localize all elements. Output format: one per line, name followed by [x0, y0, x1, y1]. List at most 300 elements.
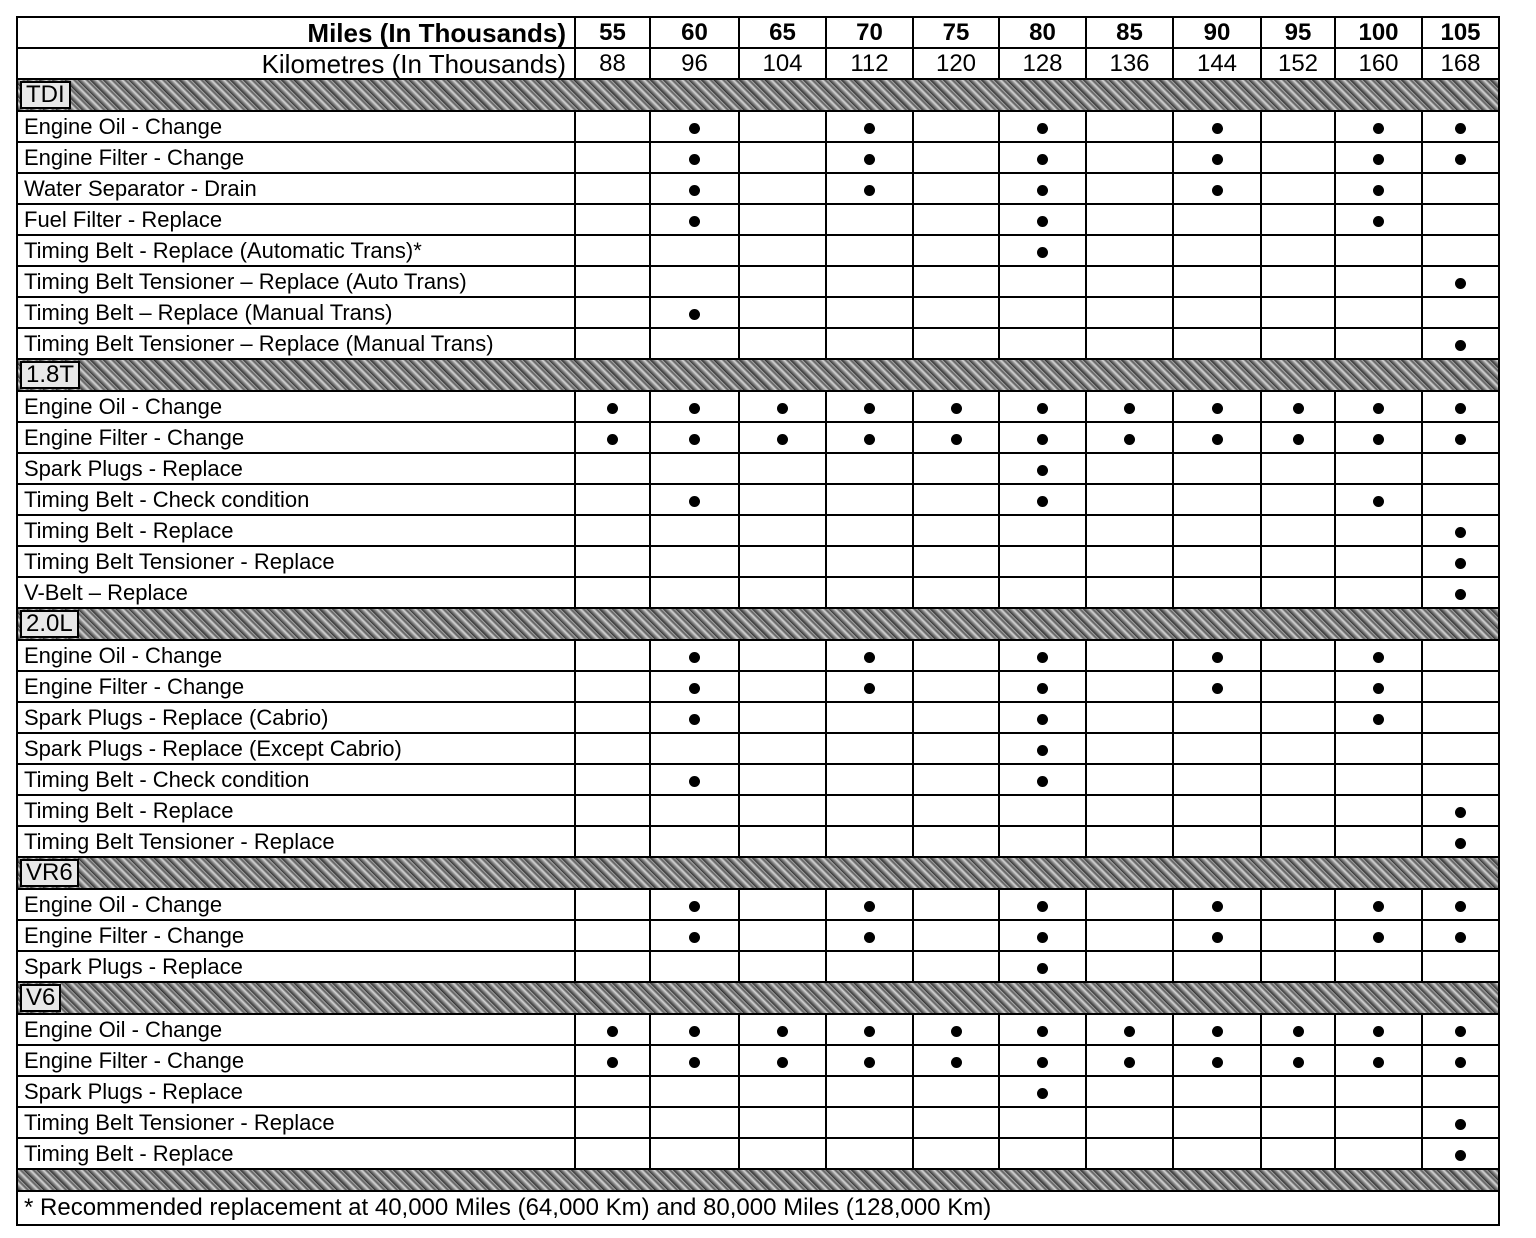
- schedule-cell: [1173, 328, 1261, 359]
- schedule-cell: [1335, 142, 1422, 173]
- km-value: 88: [575, 48, 650, 79]
- schedule-cell: [1422, 702, 1499, 733]
- service-due-dot-icon: [1373, 403, 1384, 414]
- schedule-cell: [575, 142, 650, 173]
- service-due-dot-icon: [1293, 1026, 1304, 1037]
- service-due-dot-icon: [1455, 1057, 1466, 1068]
- service-due-dot-icon: [1212, 932, 1223, 943]
- miles-value: 55: [575, 17, 650, 48]
- footnote-row: [17, 1191, 1499, 1225]
- service-due-dot-icon: [777, 403, 788, 414]
- service-due-dot-icon: [689, 496, 700, 507]
- table-row: [17, 764, 1499, 795]
- schedule-cell: [739, 795, 826, 826]
- table-row: [17, 422, 1499, 453]
- schedule-cell: [739, 1107, 826, 1138]
- service-due-dot-icon: [1037, 123, 1048, 134]
- schedule-cell: [650, 1076, 739, 1107]
- schedule-cell: [650, 889, 739, 920]
- schedule-cell: [1335, 951, 1422, 982]
- service-due-dot-icon: [689, 434, 700, 445]
- service-due-dot-icon: [1037, 745, 1048, 756]
- miles-header-row: [17, 17, 1499, 48]
- service-due-dot-icon: [1037, 403, 1048, 414]
- schedule-cell: [1261, 702, 1335, 733]
- schedule-cell: [575, 889, 650, 920]
- schedule-cell: [999, 702, 1086, 733]
- schedule-cell: [826, 266, 913, 297]
- schedule-cell: [575, 391, 650, 422]
- schedule-cell: [1086, 795, 1173, 826]
- schedule-cell: [826, 1014, 913, 1045]
- schedule-cell: [1173, 795, 1261, 826]
- service-due-dot-icon: [1373, 154, 1384, 165]
- service-due-dot-icon: [689, 403, 700, 414]
- service-due-dot-icon: [689, 652, 700, 663]
- section-header-cell: [17, 79, 1499, 111]
- schedule-cell: [575, 422, 650, 453]
- table-row: [17, 1014, 1499, 1045]
- schedule-cell: [1173, 235, 1261, 266]
- service-due-dot-icon: [951, 1057, 962, 1068]
- schedule-cell: [1086, 204, 1173, 235]
- schedule-cell: [739, 1014, 826, 1045]
- schedule-cell: [575, 297, 650, 328]
- service-item-label: Engine Filter - Change: [17, 142, 575, 173]
- service-due-dot-icon: [1212, 1057, 1223, 1068]
- km-value: 136: [1086, 48, 1173, 79]
- schedule-cell: [1261, 826, 1335, 857]
- schedule-cell: [575, 204, 650, 235]
- schedule-cell: [999, 111, 1086, 142]
- service-due-dot-icon: [1373, 1026, 1384, 1037]
- schedule-cell: [1086, 577, 1173, 608]
- table-row: [17, 204, 1499, 235]
- section-title: TDI: [20, 81, 71, 109]
- schedule-cell: [650, 484, 739, 515]
- service-due-dot-icon: [1037, 776, 1048, 787]
- service-item-label: Timing Belt - Replace: [17, 795, 575, 826]
- schedule-cell: [650, 235, 739, 266]
- miles-value: 85: [1086, 17, 1173, 48]
- service-due-dot-icon: [689, 901, 700, 912]
- schedule-cell: [826, 546, 913, 577]
- service-item-label: Spark Plugs - Replace: [17, 951, 575, 982]
- schedule-cell: [739, 920, 826, 951]
- schedule-cell: [999, 640, 1086, 671]
- service-due-dot-icon: [1455, 434, 1466, 445]
- schedule-cell: [650, 764, 739, 795]
- service-due-dot-icon: [1293, 434, 1304, 445]
- miles-value: 80: [999, 17, 1086, 48]
- table-row: [17, 733, 1499, 764]
- miles-value: 105: [1422, 17, 1499, 48]
- schedule-cell: [1422, 1076, 1499, 1107]
- schedule-cell: [1335, 1138, 1422, 1169]
- schedule-cell: [1335, 546, 1422, 577]
- service-due-dot-icon: [1373, 216, 1384, 227]
- service-item-label: Timing Belt - Check condition: [17, 484, 575, 515]
- schedule-cell: [913, 173, 999, 204]
- schedule-cell: [1261, 173, 1335, 204]
- service-due-dot-icon: [1373, 1057, 1384, 1068]
- schedule-cell: [826, 1138, 913, 1169]
- schedule-cell: [1261, 1014, 1335, 1045]
- service-due-dot-icon: [1455, 403, 1466, 414]
- service-due-dot-icon: [1373, 901, 1384, 912]
- schedule-cell: [739, 889, 826, 920]
- schedule-cell: [1086, 1076, 1173, 1107]
- schedule-cell: [826, 951, 913, 982]
- schedule-cell: [1086, 920, 1173, 951]
- table-row: [17, 1107, 1499, 1138]
- schedule-cell: [1261, 484, 1335, 515]
- schedule-cell: [1335, 1014, 1422, 1045]
- service-item-label: Spark Plugs - Replace: [17, 1076, 575, 1107]
- schedule-cell: [575, 764, 650, 795]
- schedule-cell: [650, 640, 739, 671]
- service-due-dot-icon: [1037, 1026, 1048, 1037]
- schedule-cell: [1173, 422, 1261, 453]
- service-item-label: Water Separator - Drain: [17, 173, 575, 204]
- schedule-cell: [1173, 577, 1261, 608]
- schedule-cell: [1422, 733, 1499, 764]
- table-row: [17, 951, 1499, 982]
- schedule-cell: [826, 1045, 913, 1076]
- service-item-label: Spark Plugs - Replace (Except Cabrio): [17, 733, 575, 764]
- schedule-cell: [913, 1045, 999, 1076]
- schedule-cell: [650, 515, 739, 546]
- schedule-cell: [575, 733, 650, 764]
- schedule-cell: [650, 1107, 739, 1138]
- section-title: 1.8T: [20, 361, 80, 389]
- schedule-cell: [1086, 764, 1173, 795]
- service-due-dot-icon: [1037, 216, 1048, 227]
- schedule-cell: [1335, 297, 1422, 328]
- schedule-cell: [999, 1138, 1086, 1169]
- schedule-cell: [913, 733, 999, 764]
- schedule-cell: [1335, 235, 1422, 266]
- service-due-dot-icon: [1124, 403, 1135, 414]
- schedule-cell: [1173, 1076, 1261, 1107]
- schedule-cell: [1173, 702, 1261, 733]
- schedule-cell: [1335, 484, 1422, 515]
- table-row: [17, 235, 1499, 266]
- service-due-dot-icon: [1037, 1057, 1048, 1068]
- schedule-cell: [1261, 577, 1335, 608]
- service-due-dot-icon: [1212, 652, 1223, 663]
- schedule-cell: [1422, 297, 1499, 328]
- service-due-dot-icon: [1037, 932, 1048, 943]
- schedule-cell: [913, 795, 999, 826]
- schedule-cell: [739, 453, 826, 484]
- schedule-cell: [1335, 1045, 1422, 1076]
- schedule-cell: [1335, 733, 1422, 764]
- schedule-cell: [999, 577, 1086, 608]
- service-item-label: Engine Oil - Change: [17, 640, 575, 671]
- service-due-dot-icon: [1124, 1026, 1135, 1037]
- schedule-cell: [913, 826, 999, 857]
- schedule-cell: [1086, 671, 1173, 702]
- schedule-cell: [739, 297, 826, 328]
- schedule-cell: [1422, 328, 1499, 359]
- schedule-cell: [1086, 484, 1173, 515]
- schedule-cell: [1422, 1138, 1499, 1169]
- schedule-cell: [999, 515, 1086, 546]
- service-due-dot-icon: [777, 1026, 788, 1037]
- schedule-cell: [1335, 764, 1422, 795]
- schedule-cell: [999, 235, 1086, 266]
- schedule-cell: [1261, 546, 1335, 577]
- service-due-dot-icon: [1212, 154, 1223, 165]
- service-due-dot-icon: [1124, 434, 1135, 445]
- schedule-cell: [1173, 951, 1261, 982]
- schedule-cell: [575, 453, 650, 484]
- schedule-cell: [913, 577, 999, 608]
- service-item-label: Engine Oil - Change: [17, 111, 575, 142]
- schedule-cell: [913, 204, 999, 235]
- schedule-cell: [1086, 173, 1173, 204]
- schedule-cell: [1335, 920, 1422, 951]
- table-row: [17, 671, 1499, 702]
- service-due-dot-icon: [1373, 714, 1384, 725]
- schedule-cell: [739, 764, 826, 795]
- schedule-cell: [739, 235, 826, 266]
- section-header-row: [17, 79, 1499, 111]
- schedule-cell: [1422, 1107, 1499, 1138]
- schedule-cell: [739, 1076, 826, 1107]
- schedule-cell: [650, 422, 739, 453]
- service-item-label: Timing Belt Tensioner - Replace: [17, 1107, 575, 1138]
- schedule-cell: [650, 920, 739, 951]
- schedule-cell: [1422, 671, 1499, 702]
- schedule-cell: [575, 1045, 650, 1076]
- service-due-dot-icon: [1037, 714, 1048, 725]
- schedule-cell: [1086, 733, 1173, 764]
- schedule-cell: [575, 1138, 650, 1169]
- schedule-cell: [650, 173, 739, 204]
- schedule-cell: [1335, 266, 1422, 297]
- schedule-cell: [1261, 266, 1335, 297]
- section-title: VR6: [20, 859, 79, 887]
- service-due-dot-icon: [1212, 123, 1223, 134]
- schedule-cell: [826, 111, 913, 142]
- schedule-cell: [650, 733, 739, 764]
- schedule-cell: [1173, 920, 1261, 951]
- schedule-cell: [1261, 204, 1335, 235]
- schedule-cell: [1422, 453, 1499, 484]
- schedule-cell: [913, 640, 999, 671]
- km-value: 152: [1261, 48, 1335, 79]
- service-due-dot-icon: [864, 652, 875, 663]
- schedule-cell: [1335, 111, 1422, 142]
- schedule-cell: [650, 453, 739, 484]
- schedule-cell: [1086, 328, 1173, 359]
- schedule-cell: [650, 111, 739, 142]
- service-due-dot-icon: [1212, 185, 1223, 196]
- schedule-cell: [650, 204, 739, 235]
- miles-value: 65: [739, 17, 826, 48]
- schedule-cell: [999, 1045, 1086, 1076]
- schedule-cell: [999, 453, 1086, 484]
- schedule-cell: [739, 266, 826, 297]
- schedule-cell: [913, 546, 999, 577]
- service-due-dot-icon: [1212, 683, 1223, 694]
- schedule-cell: [1086, 111, 1173, 142]
- service-due-dot-icon: [1455, 527, 1466, 538]
- schedule-cell: [1173, 204, 1261, 235]
- schedule-cell: [739, 391, 826, 422]
- service-due-dot-icon: [1455, 558, 1466, 569]
- schedule-cell: [1335, 515, 1422, 546]
- service-due-dot-icon: [1293, 403, 1304, 414]
- table-body: [17, 17, 1499, 1225]
- schedule-cell: [739, 173, 826, 204]
- miles-header-label: Miles (In Thousands): [17, 17, 575, 48]
- table-row: [17, 515, 1499, 546]
- schedule-cell: [1086, 826, 1173, 857]
- service-due-dot-icon: [951, 434, 962, 445]
- schedule-cell: [1335, 795, 1422, 826]
- service-due-dot-icon: [1455, 901, 1466, 912]
- schedule-cell: [1422, 204, 1499, 235]
- service-due-dot-icon: [1373, 185, 1384, 196]
- schedule-cell: [575, 484, 650, 515]
- schedule-cell: [826, 173, 913, 204]
- schedule-cell: [1335, 1107, 1422, 1138]
- service-item-label: Engine Filter - Change: [17, 422, 575, 453]
- service-due-dot-icon: [1455, 1150, 1466, 1161]
- service-due-dot-icon: [864, 403, 875, 414]
- service-due-dot-icon: [1212, 403, 1223, 414]
- miles-value: 60: [650, 17, 739, 48]
- service-due-dot-icon: [864, 185, 875, 196]
- schedule-cell: [650, 266, 739, 297]
- table-row: [17, 266, 1499, 297]
- schedule-cell: [999, 1107, 1086, 1138]
- schedule-cell: [1422, 422, 1499, 453]
- schedule-cell: [999, 889, 1086, 920]
- km-value: 168: [1422, 48, 1499, 79]
- schedule-cell: [826, 391, 913, 422]
- schedule-cell: [913, 671, 999, 702]
- schedule-cell: [1422, 920, 1499, 951]
- schedule-cell: [575, 640, 650, 671]
- schedule-cell: [739, 204, 826, 235]
- schedule-cell: [999, 733, 1086, 764]
- schedule-cell: [739, 111, 826, 142]
- schedule-cell: [1173, 546, 1261, 577]
- schedule-cell: [1086, 142, 1173, 173]
- schedule-cell: [1335, 173, 1422, 204]
- schedule-cell: [826, 515, 913, 546]
- section-header-cell: [17, 982, 1499, 1014]
- schedule-cell: [826, 577, 913, 608]
- schedule-cell: [913, 297, 999, 328]
- schedule-cell: [999, 484, 1086, 515]
- schedule-cell: [1086, 453, 1173, 484]
- schedule-cell: [999, 422, 1086, 453]
- schedule-cell: [826, 733, 913, 764]
- schedule-cell: [913, 920, 999, 951]
- schedule-cell: [1086, 391, 1173, 422]
- schedule-cell: [826, 328, 913, 359]
- table-row: [17, 328, 1499, 359]
- schedule-cell: [1335, 702, 1422, 733]
- table-row: [17, 795, 1499, 826]
- service-due-dot-icon: [607, 1026, 618, 1037]
- schedule-cell: [739, 733, 826, 764]
- km-value: 112: [826, 48, 913, 79]
- service-due-dot-icon: [689, 309, 700, 320]
- schedule-cell: [999, 546, 1086, 577]
- schedule-cell: [650, 577, 739, 608]
- schedule-cell: [1086, 235, 1173, 266]
- schedule-cell: [1335, 889, 1422, 920]
- service-due-dot-icon: [689, 932, 700, 943]
- schedule-cell: [826, 1076, 913, 1107]
- schedule-cell: [1173, 173, 1261, 204]
- schedule-cell: [913, 702, 999, 733]
- schedule-cell: [1261, 328, 1335, 359]
- service-item-label: Engine Oil - Change: [17, 391, 575, 422]
- schedule-cell: [1261, 951, 1335, 982]
- schedule-cell: [575, 111, 650, 142]
- schedule-cell: [575, 173, 650, 204]
- service-item-label: Timing Belt Tensioner - Replace: [17, 826, 575, 857]
- divider-band: [17, 1169, 1499, 1191]
- service-due-dot-icon: [1037, 434, 1048, 445]
- schedule-cell: [575, 515, 650, 546]
- km-header-label: Kilometres (In Thousands): [17, 48, 575, 79]
- schedule-cell: [575, 1107, 650, 1138]
- schedule-cell: [575, 266, 650, 297]
- schedule-cell: [1422, 951, 1499, 982]
- service-due-dot-icon: [1037, 465, 1048, 476]
- service-due-dot-icon: [689, 123, 700, 134]
- schedule-cell: [650, 546, 739, 577]
- table-row: [17, 920, 1499, 951]
- schedule-cell: [1422, 515, 1499, 546]
- service-due-dot-icon: [864, 434, 875, 445]
- schedule-cell: [913, 515, 999, 546]
- service-item-label: Engine Oil - Change: [17, 889, 575, 920]
- schedule-cell: [650, 1014, 739, 1045]
- service-due-dot-icon: [1037, 963, 1048, 974]
- service-item-label: Timing Belt Tensioner – Replace (Manual Trans): [17, 328, 575, 359]
- service-due-dot-icon: [689, 1026, 700, 1037]
- service-due-dot-icon: [689, 776, 700, 787]
- schedule-cell: [1422, 1014, 1499, 1045]
- schedule-cell: [826, 484, 913, 515]
- section-header-cell: [17, 857, 1499, 889]
- service-due-dot-icon: [1212, 1026, 1223, 1037]
- service-item-label: Fuel Filter - Replace: [17, 204, 575, 235]
- table-row: [17, 1138, 1499, 1169]
- schedule-cell: [999, 266, 1086, 297]
- schedule-cell: [650, 671, 739, 702]
- service-item-label: Spark Plugs - Replace: [17, 453, 575, 484]
- schedule-cell: [999, 920, 1086, 951]
- schedule-cell: [575, 546, 650, 577]
- service-due-dot-icon: [1455, 123, 1466, 134]
- table-row: [17, 889, 1499, 920]
- schedule-cell: [1335, 422, 1422, 453]
- schedule-cell: [826, 142, 913, 173]
- service-due-dot-icon: [1037, 154, 1048, 165]
- schedule-cell: [1086, 951, 1173, 982]
- table-row: [17, 391, 1499, 422]
